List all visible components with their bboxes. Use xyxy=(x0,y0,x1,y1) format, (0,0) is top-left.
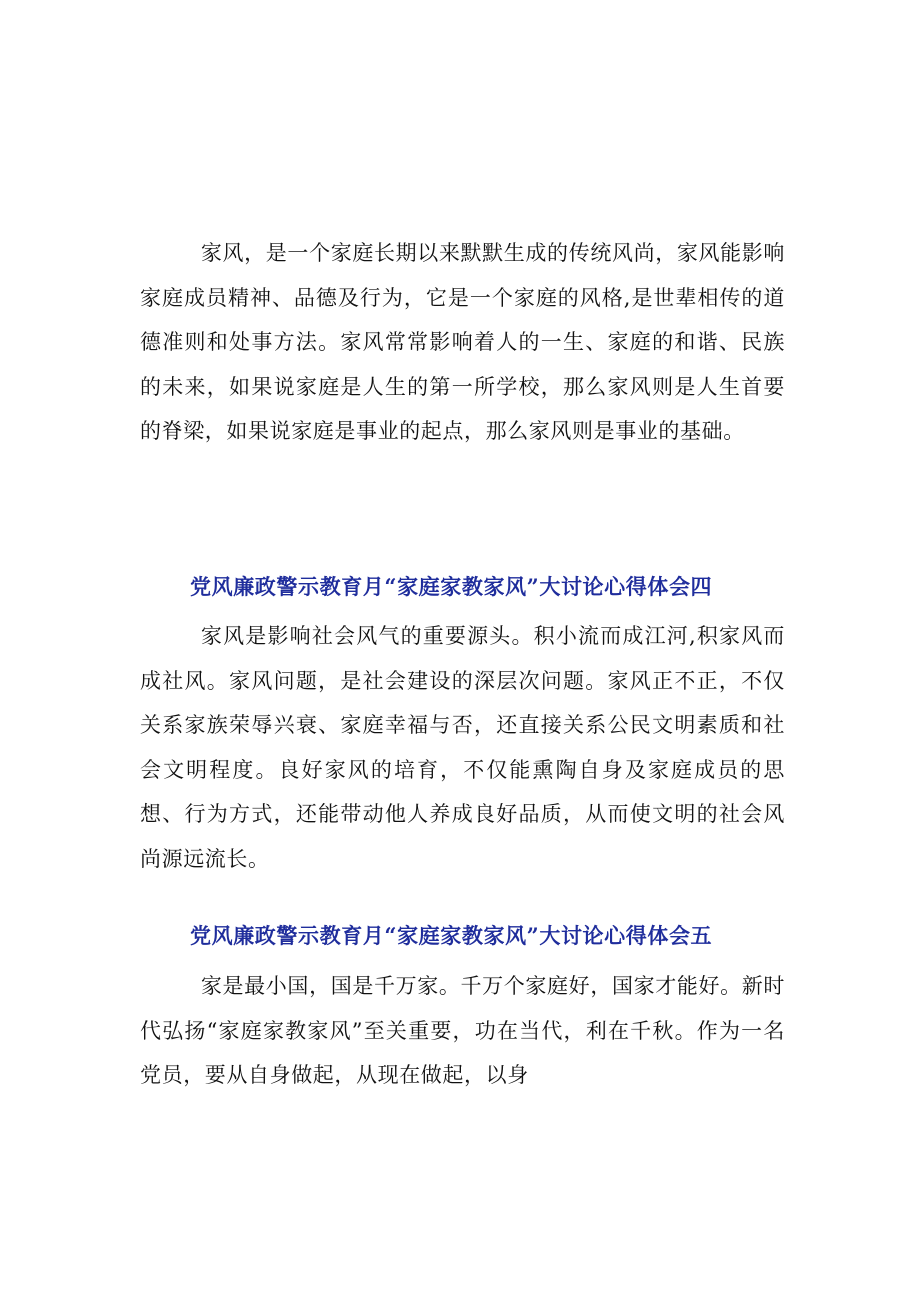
section-heading: 党风廉政警示教育月“家庭家教家风”大讨论心得体会四 xyxy=(190,574,713,599)
body-paragraph: 家风是影响社会风气的重要源头。积小流而成江河,积家风而成社风。家风问题，是社会建设的深层次问题。家风正不正，不仅关系家族荣辱兴衰、家庭幸福与否，还直接关系公民文明素质和社会文明程度。良好家风的培育，不仅能熏陶自身及家庭成员的思想、行为方式，还能带动他人养成良好品质，从而使文明的社会风尚源远流长。 xyxy=(140,624,785,871)
body-paragraph: 家是最小国，国是千万家。千万个家庭好，国家才能好。新时代弘扬“家庭家教家风”至关重要，功在当代，利在千秋。作为一名党员，要从自身做起，从现在做起，以身 xyxy=(140,974,785,1088)
section-heading: 党风廉政警示教育月“家庭家教家风”大讨论心得体会五 xyxy=(190,923,713,948)
body-paragraph: 家风，是一个家庭长期以来默默生成的传统风尚，家风能影响家庭成员精神、品德及行为，它是一个家庭的风格,是世辈相传的道德准则和处事方法。家风常常影响着人的一生、家庭的和谐、民族的未来，如果说家庭是人生的第一所学校，那么家风则是人生首要的脊梁，如果说家庭是事业的起点，那么家风则是事业的基础。 xyxy=(140,241,785,444)
